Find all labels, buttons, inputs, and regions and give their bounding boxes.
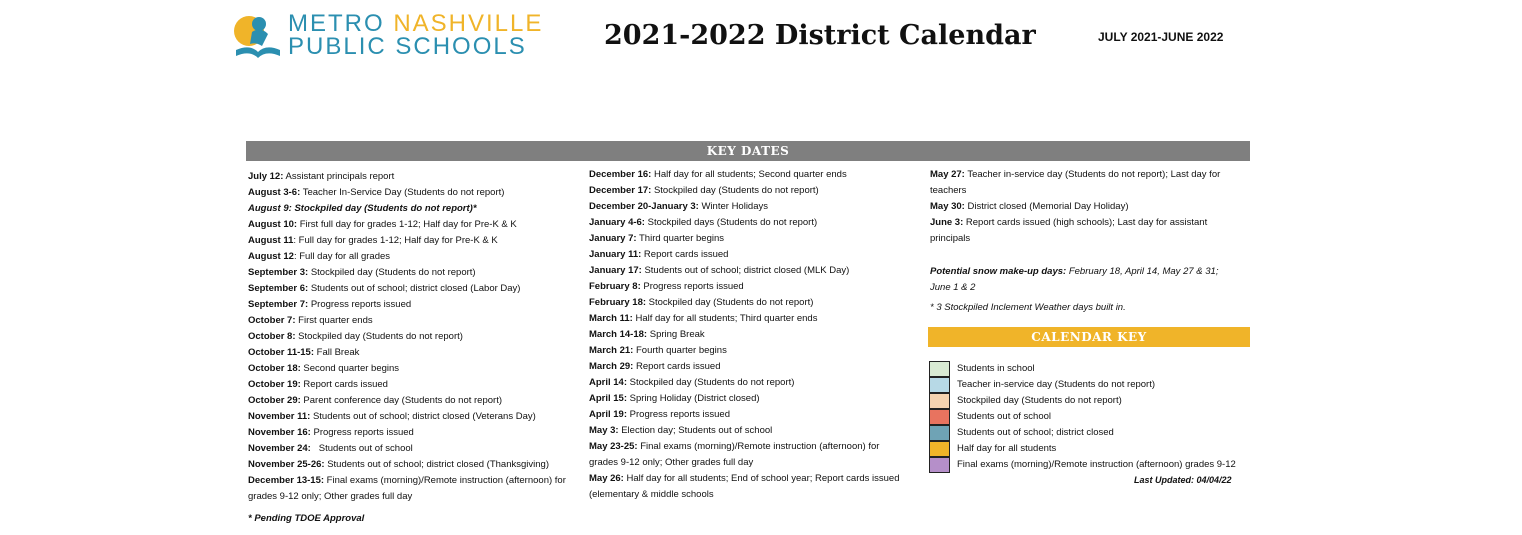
key-date-date: January 7: [589, 233, 637, 244]
color-swatch [929, 377, 950, 393]
key-date-entry [248, 297, 568, 313]
key-date-date: May 30: [930, 201, 965, 212]
key-date-description: Stockpiled day (Students do not report) [308, 267, 476, 278]
key-date-description: Teacher In-Service Day (Students do not report) [300, 187, 505, 198]
key-date-entry [589, 407, 909, 423]
key-date-entry [589, 391, 909, 407]
key-date-entry [589, 471, 909, 503]
key-date-date: October 29: [248, 395, 301, 406]
key-date-date: December 13-15: [248, 475, 325, 486]
key-date-date: April 14: [589, 377, 628, 388]
calendar-key-legend [929, 361, 1249, 473]
calendar-key-label: Final exams (morning)/Remote instruction (afternoon) grades 9-12 [957, 459, 1236, 470]
calendar-key-item [929, 457, 1249, 473]
key-date-description: Students out of school; district closed (Thanksgiving) [324, 459, 549, 470]
key-date-entry [248, 233, 568, 249]
color-swatch [929, 441, 950, 457]
key-date-entry [589, 311, 909, 327]
key-date-date: August 10: [248, 219, 298, 230]
key-date-date: September 3: [248, 267, 309, 278]
key-date-description: Parent conference day (Students do not report) [300, 395, 502, 406]
calendar-key-heading: CALENDAR KEY [928, 327, 1250, 347]
key-date-description: Half day for all students; Second quarter ends [651, 169, 847, 180]
key-date-description: : Full day for all grades [293, 251, 391, 262]
key-date-description: Fall Break [314, 347, 360, 358]
key-date-date: January 11: [589, 249, 642, 260]
key-date-description: Spring Holiday (District closed) [627, 393, 760, 404]
key-date-entry [248, 441, 568, 457]
key-date-entry [248, 409, 568, 425]
key-date-date: May 3: [589, 425, 619, 436]
key-date-entry [589, 439, 909, 471]
logo-reader-icon [232, 12, 282, 62]
key-date-description: Report cards issued (high schools); Last day for assistant principals [930, 217, 1210, 244]
key-date-entry [589, 263, 909, 279]
key-date-entry [248, 425, 568, 441]
logo-wordmark [288, 12, 543, 58]
color-swatch [929, 409, 950, 425]
key-date-entry [248, 281, 568, 297]
key-date-date: August 9: Stockpiled day (Students do not report)* [248, 203, 477, 214]
key-date-date: October 7: [248, 315, 296, 326]
key-date-date: January 17: [589, 265, 642, 276]
key-date-description: Final exams (morning)/Remote instruction (afternoon) for grades 9-12 only; Other grades full day [248, 475, 569, 502]
key-date-date: November 11: [248, 411, 311, 422]
key-date-description: Third quarter begins [636, 233, 725, 244]
key-date-description: Students out of school; district closed (Veterans Day) [310, 411, 536, 422]
key-date-description: Stockpiled day (Students do not report) [646, 297, 814, 308]
key-date-description: Teacher in-service day (Students do not report); Last day for teachers [930, 169, 1223, 196]
key-date-description: Spring Break [647, 329, 705, 340]
key-date-entry [248, 265, 568, 281]
key-date-date: March 14-18: [589, 329, 648, 340]
key-date-date: July 12: [248, 171, 284, 182]
key-date-entry [589, 231, 909, 247]
key-date-entry [589, 359, 909, 375]
key-date-description: Students out of school [310, 443, 413, 454]
key-date-date: February 8: [589, 281, 641, 292]
calendar-key-label: Half day for all students [957, 443, 1057, 454]
key-date-description: Stockpiled days (Students do not report) [644, 217, 818, 228]
key-date-description: : Full day for grades 1-12; Half day for Pre-K & K [293, 235, 498, 246]
key-date-date: October 18: [248, 363, 301, 374]
calendar-key-item [929, 425, 1249, 441]
key-date-entry [248, 169, 568, 185]
key-date-description: Progress reports issued [310, 427, 414, 438]
color-swatch [929, 425, 950, 441]
mnps-logo [232, 12, 562, 62]
key-date-entry [589, 247, 909, 263]
calendar-key-label: Stockpiled day (Students do not report) [957, 395, 1122, 406]
key-date-entry [248, 185, 568, 201]
key-date-entry [589, 215, 909, 231]
logo-metro: METRO [288, 10, 394, 37]
key-date-entry [589, 375, 909, 391]
key-date-entry [589, 199, 909, 215]
key-date-entry [248, 473, 568, 505]
key-date-date: November 25-26: [248, 459, 325, 470]
key-date-date: October 8: [248, 331, 296, 342]
key-date-date: December 16: [589, 169, 652, 180]
key-date-description: Second quarter begins [300, 363, 400, 374]
key-date-entry [589, 167, 909, 183]
key-date-description: Stockpiled day (Students do not report) [295, 331, 463, 342]
key-date-date: September 7: [248, 299, 309, 310]
color-swatch [929, 393, 950, 409]
key-date-date: December 17: [589, 185, 652, 196]
last-updated: Last Updated: 04/04/22 [1134, 475, 1232, 485]
key-date-date: August 11 [248, 235, 294, 246]
key-date-entry [589, 295, 909, 311]
key-date-date: April 15: [589, 393, 628, 404]
key-date-entry [248, 361, 568, 377]
page-title: 2021-2022 District Calendar [604, 20, 1036, 51]
key-date-description: Students out of school; district closed (Labor Day) [308, 283, 521, 294]
key-date-date: August 3-6: [248, 187, 301, 198]
key-date-description: Half day for all students; Third quarter ends [632, 313, 818, 324]
key-date-description: Half day for all students; End of school year; Report cards issued (elementary & middle schools [589, 473, 903, 500]
key-date-date: May 23-25: [589, 441, 638, 452]
key-date-description: Report cards issued [641, 249, 729, 260]
key-date-date: May 27: [930, 169, 965, 180]
key-date-date: August 12 [248, 251, 294, 262]
key-date-entry [248, 377, 568, 393]
key-date-description: Election day; Students out of school [618, 425, 773, 436]
calendar-key-item [929, 377, 1249, 393]
key-date-entry [930, 215, 1230, 247]
key-dates-heading: KEY DATES [246, 141, 1250, 161]
stockpile-note: * 3 Stockpiled Inclement Weather days built in. [930, 302, 1126, 313]
key-date-description: Report cards issued [633, 361, 721, 372]
key-date-description: Stockpiled day (Students do not report) [627, 377, 795, 388]
key-date-entry [248, 329, 568, 345]
key-dates-column-1 [248, 169, 568, 505]
key-date-description: Assistant principals report [283, 171, 395, 182]
key-date-date: October 19: [248, 379, 301, 390]
key-date-entry [248, 201, 568, 217]
key-date-date: November 24: [248, 443, 311, 454]
key-date-date: March 21: [589, 345, 634, 356]
snow-makeup-note [930, 264, 1230, 316]
key-date-description: Report cards issued [300, 379, 388, 390]
key-date-entry [248, 457, 568, 473]
key-date-entry [248, 217, 568, 233]
key-date-description: Progress reports issued [640, 281, 744, 292]
key-date-description: Stockpiled day (Students do not report) [651, 185, 819, 196]
calendar-key-label: Students out of school [957, 411, 1052, 422]
calendar-key-label: Teacher in-service day (Students do not report) [957, 379, 1156, 390]
key-dates-column-2 [589, 167, 909, 503]
key-date-entry [248, 393, 568, 409]
snow-days: February 18, April 14, May 27 & 31; June 1 & 2 [930, 266, 1219, 293]
key-date-date: March 11: [589, 313, 633, 324]
calendar-key-label: Students in school [957, 363, 1035, 374]
key-date-date: June 3: [930, 217, 964, 228]
date-range: JULY 2021-JUNE 2022 [1098, 30, 1224, 44]
key-date-entry [930, 199, 1230, 215]
key-date-description: Winter Holidays [698, 201, 769, 212]
key-date-description: Fourth quarter begins [633, 345, 727, 356]
key-date-description: Progress reports issued [627, 409, 730, 420]
key-date-date: February 18: [589, 297, 647, 308]
key-date-entry [589, 423, 909, 439]
key-date-entry [248, 345, 568, 361]
logo-nashville: NASHVILLE [393, 10, 544, 37]
key-date-description: Students out of school; district closed (MLK Day) [641, 265, 850, 276]
key-date-entry [930, 167, 1230, 199]
pending-approval-note: * Pending TDOE Approval [248, 513, 365, 524]
key-date-date: September 6: [248, 283, 309, 294]
calendar-key-label: Students out of school; district closed [957, 427, 1114, 438]
key-date-description: Progress reports issued [308, 299, 412, 310]
color-swatch [929, 361, 950, 377]
key-date-entry [589, 343, 909, 359]
key-date-description: First quarter ends [295, 315, 373, 326]
calendar-key-item [929, 409, 1249, 425]
calendar-key-item [929, 361, 1249, 377]
key-date-date: May 26: [589, 473, 624, 484]
key-date-description: First full day for grades 1-12; Half day for Pre-K & K [297, 219, 517, 230]
key-date-date: December 20-January 3: [589, 201, 699, 212]
key-date-date: March 29: [589, 361, 634, 372]
key-date-description: Final exams (morning)/Remote instruction (afternoon) for grades 9-12 only; Other grades full day [589, 441, 883, 468]
key-date-entry [589, 279, 909, 295]
snow-label: Potential snow make-up days: [930, 266, 1067, 277]
color-swatch [929, 457, 950, 473]
key-date-entry [248, 249, 568, 265]
key-date-date: April 19: [589, 409, 628, 420]
calendar-key-item [929, 441, 1249, 457]
key-date-date: January 4-6: [589, 217, 645, 228]
key-date-date: October 11-15: [248, 347, 314, 358]
key-date-date: November 16: [248, 427, 311, 438]
key-date-entry [589, 327, 909, 343]
key-date-entry [248, 313, 568, 329]
key-date-entry [589, 183, 909, 199]
key-date-description: District closed (Memorial Day Holiday) [964, 201, 1129, 212]
key-dates-column-3 [930, 167, 1230, 247]
logo-public-schools: PUBLIC SCHOOLS [288, 33, 527, 60]
calendar-key-item [929, 393, 1249, 409]
